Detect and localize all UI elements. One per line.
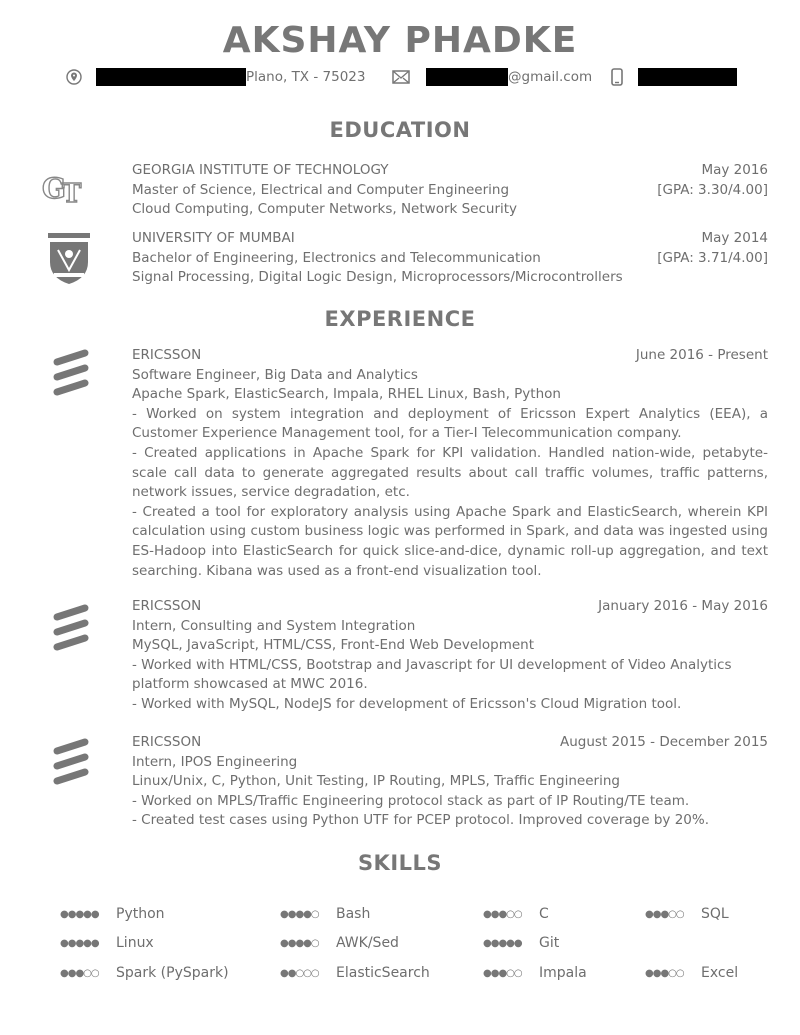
- skills-row: [0, 935, 800, 955]
- bullet-point: - Created test cases using Python UTF for PCEP protocol. Improved coverage by 20%.: [132, 812, 709, 829]
- skill-name: Spark (PySpark): [116, 965, 229, 981]
- skill-rating: ●●●●○: [280, 908, 319, 920]
- tech-stack: Linux/Unix, C, Python, Unit Testing, IP Routing, MPLS, Traffic Engineering: [132, 773, 620, 790]
- skill-rating: ●●●○○: [645, 967, 684, 979]
- tech-stack: Apache Spark, ElasticSearch, Impala, RHEL Linux, Bash, Python: [132, 386, 561, 403]
- school-name: GEORGIA INSTITUTE OF TECHNOLOGY: [132, 162, 389, 178]
- university-of-mumbai-seal: [44, 232, 94, 290]
- redacted-address: [96, 68, 246, 86]
- skill-name: AWK/Sed: [336, 935, 399, 951]
- skill-item: [60, 965, 229, 981]
- skill-rating: ●●●●●: [483, 937, 522, 949]
- coursework: Cloud Computing, Computer Networks, Network Security: [132, 201, 518, 218]
- ericsson-logo: [52, 348, 92, 400]
- skill-item: [483, 965, 587, 981]
- location-text: Plano, TX - 75023: [246, 69, 366, 85]
- svg-text:G: G: [42, 172, 66, 205]
- experience-heading: EXPERIENCE: [324, 307, 476, 331]
- skill-item: [483, 935, 559, 951]
- skill-item: [60, 906, 165, 922]
- employment-dates: June 2016 - Present: [635, 347, 768, 363]
- job-title: Intern, IPOS Engineering: [132, 753, 298, 770]
- skill-name: Excel: [701, 965, 739, 981]
- company-name: ERICSSON: [132, 347, 202, 363]
- skill-rating: ●●●○○: [483, 908, 522, 920]
- skill-item: [60, 935, 154, 951]
- mobile-phone-icon: [611, 68, 623, 86]
- education-entry: [132, 229, 768, 288]
- skill-rating: ●●●○○: [645, 908, 684, 920]
- tech-stack: MySQL, JavaScript, HTML/CSS, Front-End Web Development: [132, 637, 535, 654]
- redacted-phone: [638, 68, 737, 86]
- degree: Bachelor of Engineering, Electronics and Telecommunication: [132, 249, 541, 266]
- experience-entry: [132, 346, 768, 581]
- skill-item: [280, 935, 399, 951]
- experience-entry: [132, 733, 768, 831]
- bullet-point: - Worked on system integration and deployment of Ericsson Expert Analytics (EEA), a Customer Experience Management tool, for a Tier-I Telecommunication company.: [132, 405, 768, 442]
- education-entry: [132, 161, 768, 220]
- skill-rating: ●●●○○: [483, 967, 522, 979]
- skill-rating: ●●●○○: [60, 967, 99, 979]
- experience-entry: [132, 597, 768, 715]
- skill-name: Git: [539, 935, 560, 951]
- employment-dates: August 2015 - December 2015: [560, 734, 768, 750]
- skill-rating: ●●●●●: [60, 908, 99, 920]
- bullet-point: - Worked with MySQL, NodeJS for development of Ericsson's Cloud Migration tool.: [132, 695, 682, 712]
- skill-name: SQL: [701, 906, 729, 922]
- skill-item: [280, 906, 370, 922]
- skill-name: Impala: [539, 965, 587, 981]
- coursework: Signal Processing, Digital Logic Design, Microprocessors/Microcontrollers: [132, 269, 623, 286]
- job-title: Intern, Consulting and System Integration: [132, 617, 416, 634]
- graduation-date: May 2016: [701, 162, 768, 178]
- svg-text:T: T: [62, 179, 82, 206]
- employment-dates: January 2016 - May 2016: [598, 598, 768, 614]
- graduation-date: May 2014: [701, 230, 768, 246]
- redacted-email-user: [426, 68, 508, 86]
- bullet-point: - Created applications in Apache Spark for KPI validation. Handled nation-wide, petabyte-scale call data to generate aggregated results about call traffic volumes, traffic patterns, network issues, service degradation, etc.: [132, 444, 768, 501]
- skill-item: [645, 906, 729, 922]
- school-name: UNIVERSITY OF MUMBAI: [132, 230, 295, 246]
- skill-item: [483, 906, 549, 922]
- bullet-point: - Worked on MPLS/Traffic Engineering protocol stack as part of IP Routing/TE team.: [132, 792, 690, 809]
- skills-row: [0, 965, 800, 985]
- degree: Master of Science, Electrical and Computer Engineering: [132, 181, 510, 198]
- skill-rating: ●●●●●: [60, 937, 99, 949]
- skills-row: [0, 906, 800, 926]
- skill-item: [645, 965, 738, 981]
- bullet-point: - Worked with HTML/CSS, Bootstrap and Javascript for UI development of Video Analytics platform showcased at MWC 2016.: [132, 656, 732, 693]
- gpa: [GPA: 3.71/4.00]: [657, 249, 768, 266]
- ericsson-logo: [52, 603, 92, 655]
- location-pin-icon: [66, 69, 82, 85]
- bullet-point: - Created a tool for exploratory analysis using Apache Spark and ElasticSearch, wherein KPI calculation using custom business logic was performed in Spark, and data was ingested using ES-Hadoop into ElasticSearch for quick slice-and-dice, dynamic roll-up aggregation, and text searching. Kibana was used as a front-end visualization tool.: [132, 503, 768, 579]
- skill-name: C: [539, 906, 549, 922]
- skill-name: Python: [116, 906, 165, 922]
- education-heading: EDUCATION: [329, 118, 471, 142]
- contact-line: [60, 66, 760, 88]
- company-name: ERICSSON: [132, 598, 202, 614]
- skill-rating: ●●○○○: [280, 967, 319, 979]
- job-title: Software Engineer, Big Data and Analytics: [132, 366, 418, 383]
- ericsson-logo: [52, 737, 92, 789]
- envelope-icon: [392, 70, 410, 84]
- email-domain: @gmail.com: [508, 69, 593, 85]
- georgia-tech-logo: [40, 170, 100, 210]
- skill-name: Linux: [116, 935, 154, 951]
- resume-name: AKSHAY PHADKE: [222, 20, 578, 61]
- skill-rating: ●●●●○: [280, 937, 319, 949]
- skill-item: [280, 965, 430, 981]
- gpa: [GPA: 3.30/4.00]: [657, 181, 768, 198]
- skill-name: ElasticSearch: [336, 965, 430, 981]
- skill-name: Bash: [336, 906, 371, 922]
- skills-heading: SKILLS: [357, 851, 443, 875]
- company-name: ERICSSON: [132, 734, 202, 750]
